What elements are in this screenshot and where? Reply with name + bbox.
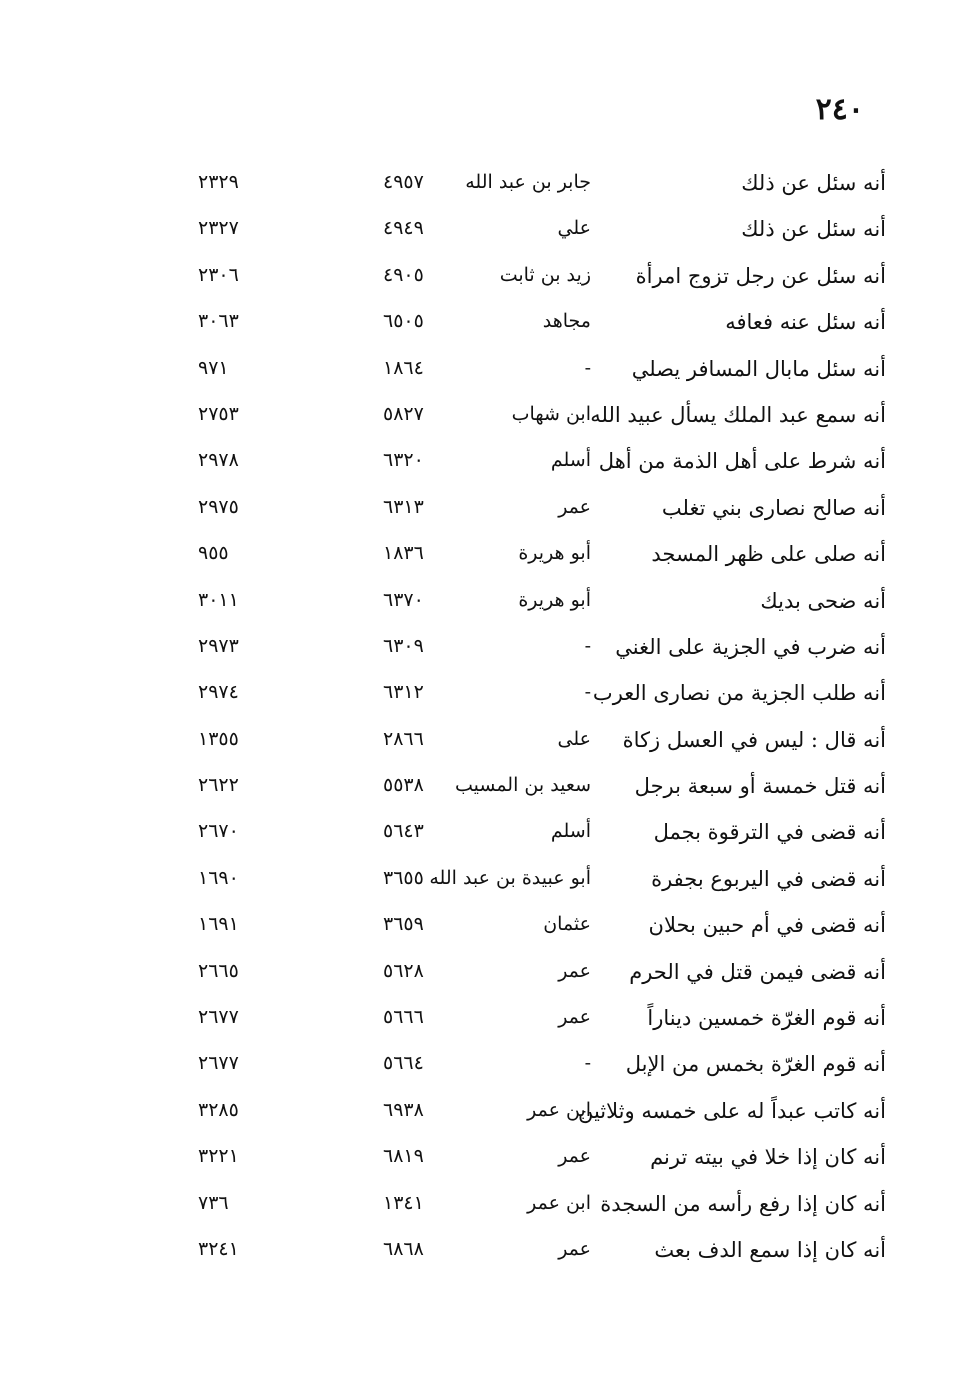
narrator-name: - [584,681,591,704]
reference-number: ١٣٥٥ [198,727,239,750]
hadith-text: أنه شرط على أهل الذمة من أهل [598,449,886,474]
narrator-name: عمر [558,495,591,518]
reference-number: ٢٩٧٤ [198,681,239,704]
reference-number: ٢٦٧٧ [198,1006,239,1029]
reference-number: ٣٢٢١ [198,1145,239,1168]
reference-number: ٣٠٦٣ [198,310,239,333]
index-row [0,302,956,348]
index-row [0,859,956,905]
hadith-text: أنه قتل خمسة أو سبعة برجل [634,774,886,799]
narrator-name: ابن عمر [527,1191,591,1214]
narrator-name: ابن شهاب [511,402,591,425]
hadith-number: ٦٣١٢ [383,681,424,704]
hadith-number: ٥٥٣٨ [383,774,424,797]
hadith-text: أنه سئل عنه فعافه [725,310,886,335]
hadith-text: أنه سئل مابال المسافر يصلي [631,356,886,381]
index-row [0,998,956,1044]
hadith-number: ١٣٤١ [383,1191,424,1214]
hadith-text: أنه صالح نصارى بني تغلب [661,495,886,520]
hadith-number: ٦٨١٩ [383,1145,424,1168]
reference-number: ٢٦٧٠ [198,820,239,843]
hadith-text: أنه كان إذا سمع الدف بعث [654,1237,886,1262]
index-row [0,720,956,766]
reference-number: ٢٩٧٥ [198,495,239,518]
hadith-number: ٦٩٣٨ [383,1098,424,1121]
hadith-text: أنه سئل عن ذلك [741,217,886,242]
narrator-name: عمر [558,1145,591,1168]
narrator-name: على [557,727,591,750]
hadith-number: ١٨٣٦ [383,542,424,565]
hadith-text: أنه قضى في اليربوع بجفرة [651,866,886,891]
reference-number: ٢٩٧٨ [198,449,239,472]
reference-number: ٢٣٠٦ [198,263,239,286]
narrator-name: أبو هريرة [518,542,591,565]
index-row [0,1137,956,1183]
index-row [0,349,956,395]
reference-number: ٣٢٨٥ [198,1098,239,1121]
narrator-name: مجاهد [542,310,591,333]
narrator-name: أسلم [550,449,591,472]
narrator-name: ابن عمر [527,1098,591,1121]
index-row [0,441,956,487]
reference-number: ٢٣٢٩ [198,171,239,193]
hadith-number: ٥٨٢٧ [383,402,424,425]
hadith-number: ٦٣٢٠ [383,449,424,472]
narrator-name: علي [557,217,591,240]
hadith-number: ٥٦٦٦ [383,1006,424,1029]
narrator-name: - [584,1052,591,1075]
narrator-name: - [584,356,591,379]
narrator-name: عمر [558,959,591,982]
hadith-number: ٦٥٠٥ [383,310,424,333]
narrator-name: أسلم [550,820,591,843]
index-row [0,1091,956,1137]
hadith-text: أنه صلى على ظهر المسجد [651,542,886,567]
index-row [0,1184,956,1230]
hadith-number: ٥٦٤٣ [383,820,424,843]
hadith-index-table [0,163,956,1276]
hadith-number: ٦٣٧٠ [383,588,424,611]
reference-number: ١٦٩١ [198,913,239,936]
hadith-number: ٦٣١٣ [383,495,424,518]
hadith-text: أنه كاتب عبداً له على خمسه وثلاثين [577,1098,886,1123]
index-row [0,534,956,580]
narrator-name: عمر [558,1237,591,1260]
reference-number: ٩٧١ [198,356,229,379]
reference-number: ٣٠١١ [198,588,239,611]
index-row [0,488,956,534]
narrator-name: - [584,634,591,657]
reference-number: ٧٣٦ [198,1191,229,1214]
hadith-text: أنه ضرب في الجزية على الغني [615,634,886,659]
index-row [0,627,956,673]
hadith-number: ٢٨٦٦ [383,727,424,750]
hadith-number: ٥٦٢٨ [383,959,424,982]
index-row [0,673,956,719]
hadith-number: ٣٦٥٥ [383,866,424,889]
index-row [0,256,956,302]
index-row [0,163,956,209]
narrator-name: سعيد بن المسيب [454,774,591,797]
narrator-name: عثمان [543,913,591,936]
index-row [0,209,956,255]
reference-number: ٢٦٧٧ [198,1052,239,1075]
page-number: ٢٤٠ [815,92,864,127]
reference-number: ٢٩٧٣ [198,634,239,657]
hadith-number: ٦٣٠٩ [383,634,424,657]
narrator-name: أبو عبيدة بن عبد الله [429,866,591,889]
index-row [0,395,956,441]
narrator-name: زيد بن ثابت [499,263,591,286]
hadith-text: أنه قضى فيمن قتل في الحرم [629,959,886,984]
reference-number: ٣٢٤١ [198,1237,239,1260]
reference-number: ٢٦٦٥ [198,959,239,982]
hadith-text: أنه كان إذا خلا في بيته ترنم [650,1145,886,1170]
reference-number: ٢٣٢٧ [198,217,239,240]
index-row [0,1230,956,1276]
hadith-text: أنه سئل عن رجل تزوج امرأة [635,263,886,288]
index-row [0,1044,956,1090]
hadith-text: أنه كان إذا رفع رأسه من السجدة [600,1191,886,1216]
hadith-text: أنه قضى في الترقوة بجمل [653,820,886,845]
index-row [0,905,956,951]
hadith-text: أنه ضحى بديك [760,588,886,613]
index-row [0,812,956,858]
reference-number: ١٦٩٠ [198,866,239,889]
hadith-text: أنه قوم الغرّة خمسين ديناراً [647,1006,886,1031]
hadith-text: أنه قال : ليس في العسل زكاة [622,727,886,752]
hadith-number: ٤٩٥٧ [383,171,424,193]
index-row [0,952,956,998]
reference-number: ٩٥٥ [198,542,229,565]
narrator-name: أبو هريرة [518,588,591,611]
hadith-text: أنه قضى في أم حبين بحلان [648,913,886,938]
narrator-name: عمر [558,1006,591,1029]
hadith-number: ٤٩٠٥ [383,263,424,286]
hadith-number: ٥٦٦٤ [383,1052,424,1075]
hadith-number: ٤٩٤٩ [383,217,424,240]
hadith-text: أنه سمع عبد الملك يسأل عبيد الله [590,402,886,427]
hadith-number: ٣٦٥٩ [383,913,424,936]
reference-number: ٢٧٥٣ [198,402,239,425]
hadith-number: ٦٨٦٨ [383,1237,424,1260]
hadith-text: أنه طلب الجزية من نصارى العرب [592,681,886,706]
hadith-number: ١٨٦٤ [383,356,424,379]
narrator-name: جابر بن عبد الله [465,171,591,193]
reference-number: ٢٦٢٢ [198,774,239,797]
hadith-text: أنه قوم الغرّة بخمس من الإبل [625,1052,886,1077]
index-row [0,581,956,627]
index-row [0,766,956,812]
hadith-text: أنه سئل عن ذلك [741,171,886,195]
